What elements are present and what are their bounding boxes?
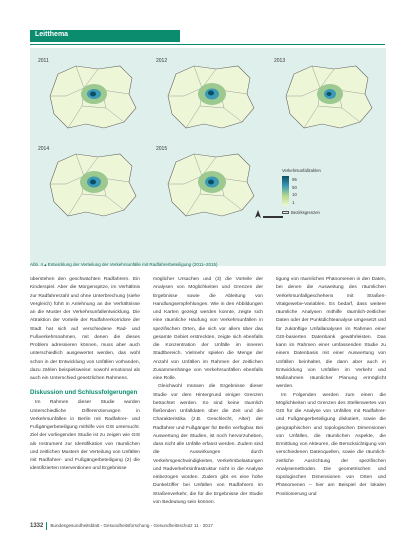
map-year-label: 2011	[38, 58, 49, 64]
text-column-2	[153, 276, 263, 507]
text-column-3	[276, 276, 386, 499]
footer-divider	[46, 522, 47, 530]
legend-ticks	[292, 176, 297, 206]
legend-boundary-label: Bezirksgrenzen	[291, 210, 320, 215]
legend-tick: 10	[292, 192, 297, 197]
legend-tick: 95	[292, 177, 297, 182]
map-2015	[154, 144, 264, 224]
legend-boundary	[282, 210, 372, 215]
scale-bar	[263, 216, 283, 218]
paragraph: möglicher Ursachen und (3) die Vorteile der Analysen von Möglichkeiten und Grenzen der Ergebnisse sowie die Ableitung von Handlungsempfehlungen. Wie in den Abbildungen und Karten gezeigt werden konnte, zeigte sich eine räumliche Häufung von Verkehrsunfällen in spezifischen Orten, die sich vor allem über das gesamte Gebiet erstreckten, zeigte sich ebenfalls die Konzentration der Unfälle im inneren Stadtbereich. Vielmehr spielen die Menge der Anzahl von Unfällen im Rahmen der zeitlichen Zusammenhänge von Verkehrsunfällen ebenfalls eine Rolle.	[153, 277, 263, 381]
north-arrow-icon	[255, 210, 261, 218]
map-year-label: 2012	[156, 58, 168, 64]
map-2011	[36, 56, 146, 136]
map-2013	[272, 56, 382, 136]
paragraph: überstehen den geschwächten Radfahrern. Ein Kinderspiel. Aber die Morgenspitze, im Verhältnis zur Radfahrerzahl und ohne Unterbrechung (siehe Vergleich) führt in Anlehnung an die Verhältnisse an die Muster der Verkehrsunfallentwicklung. Die Attraktion der Vorteile der Radfahrerkorridore der Stadt hat sich auf verschiedene Rad- und Fußverkehrsnahmen, mit denen die dieses Problem adressieren können, muss aber auch unterschiedlich ausgewertet werden, das wohl schon in der Entwicklung von Unfällen vorhanden, dazu zählen beispielsweise: sowohl emotional als auch ein Unterschied gesetzlichen Rahmens.	[30, 277, 140, 381]
boundary-swatch	[282, 211, 289, 214]
map-year-label: 2013	[274, 58, 286, 64]
map-year-label: 2014	[38, 146, 50, 152]
berlin-map	[272, 56, 382, 136]
map-2012	[154, 56, 264, 136]
legend-title: Verkehrsunfallzahlen	[282, 168, 321, 173]
paragraph: Im Folgenden werden zum einen die Möglichkeiten und Grenzen des Stellenwertes von GIS für die Analyse von Unfällen mit Radfahrer- und Fußgängerbeteiligung diskutiert, sowie die geographischen und topologischen Dimensionen von Unfällen, die räumlichen Aspekte, die Ermittlung von Akteuren, die Berücksichtigung von verschiedenen Datenquellen, sowie die räumlich-zeitliche Ausrichtung der spezifischen Analysemethoden. Die geometrischen und topologischen Dimensionen von Orten und Phänomenen – hier am Beispiel der lokalen Positionierung und	[276, 392, 386, 497]
journal-name: Bundesgesundheitsblatt - Gesundheitsforschung - Gesundheitsschutz 11 · 2017	[50, 523, 213, 529]
figure-caption: Abb. 4 ▴ Entwicklung der Verteilung der Verkehrsunfälle mit Radfahrerbeteiligung (2011–2015)	[30, 262, 218, 267]
map-year-label: 2015	[156, 146, 168, 152]
section-tag-label: Leitthema	[35, 31, 69, 38]
berlin-map	[154, 144, 264, 224]
section-heading: Diskussion und Schlussfolgerungen	[30, 389, 138, 397]
page-footer	[30, 522, 390, 530]
paragraph: tigung von räumlichen Phänomenen in den Daten, bei denen die Ausweitung des räumlichen Verkehrsunfallgeschehens mit Straßen-Vitalgewebe-Variablen. Es bedarf, dass weitere räumliche Analysen mithilfe räumlich-zeitlicher Daten oder der Punktdichteanalyse umgesetzt und für zukünftige Unfallanalysen im Rahmen einer GIS-basierten Datenbank gewährleisten. Das kann im Rahmen einer umfassenden Studie zu einem Datenbasis mit einer Auswertung von Unfällen beinhaltet, die dann aber auch in Entwicklung von Unfällen im Verkehr und Maßnahmen räumlicher Planung ermöglicht werden.	[276, 277, 386, 390]
paragraph: Im Rahmen dieser Studie wurden Unterschiedliche Differenzierungen in Verkehrsunfällen in Berlin mit Radfahrer- und Fußgängerbeteiligung mithilfe von GIS untersucht. Ziel der vorliegenden Studie ist zu zeigen wie GIS als Instrument zur Identifikation von räumlichen und zeitlichen Mustern der Verteilung von Unfällen mit Radfahrer- und Fußgängerbeteiligung (2) die identifizierten Interventionen und Ergebnisse	[30, 400, 140, 472]
text-column-1	[30, 276, 140, 474]
berlin-map	[36, 144, 146, 224]
page-number: 1332	[30, 523, 44, 530]
legend-tick: 50	[292, 184, 297, 190]
header-rule	[30, 44, 385, 45]
figure-panel	[30, 48, 386, 266]
berlin-map	[154, 56, 264, 136]
section-tag	[30, 30, 180, 42]
map-legend	[282, 168, 372, 215]
legend-color-ramp	[282, 176, 289, 206]
berlin-map	[36, 56, 146, 136]
paragraph: Gleichwohl müssen die Ergebnisse dieser Studie vor dem Hintergrund einiger Grenzen betrachtet werden. So sind keine räumlich fließenden Unfalldaten über die Zeit und die Charakteristika (z.B. Geschlecht, Alter) der Radfahrer und Fußgänger für Berlin verfügbar. Bei Auswertung der Studien, ist noch hervorzuheben, dass nicht alle Unfälle erfasst werden. Zudem sind die Auswirkungen durch Verkehrsgeschwindigkeiten, Verkehrsbelastungen und Radverkehrsinfrastruktur nicht in die Analyse einbezogen worden. Zudem gibt es eine hohe Dunkelziffer bei Unfällen von Radfahrern im Straßenverkehr, die für die Ergebnisse der Studie von Bedeutung sein können.	[153, 384, 263, 505]
map-2014	[36, 144, 146, 224]
legend-tick: 1	[292, 199, 295, 205]
